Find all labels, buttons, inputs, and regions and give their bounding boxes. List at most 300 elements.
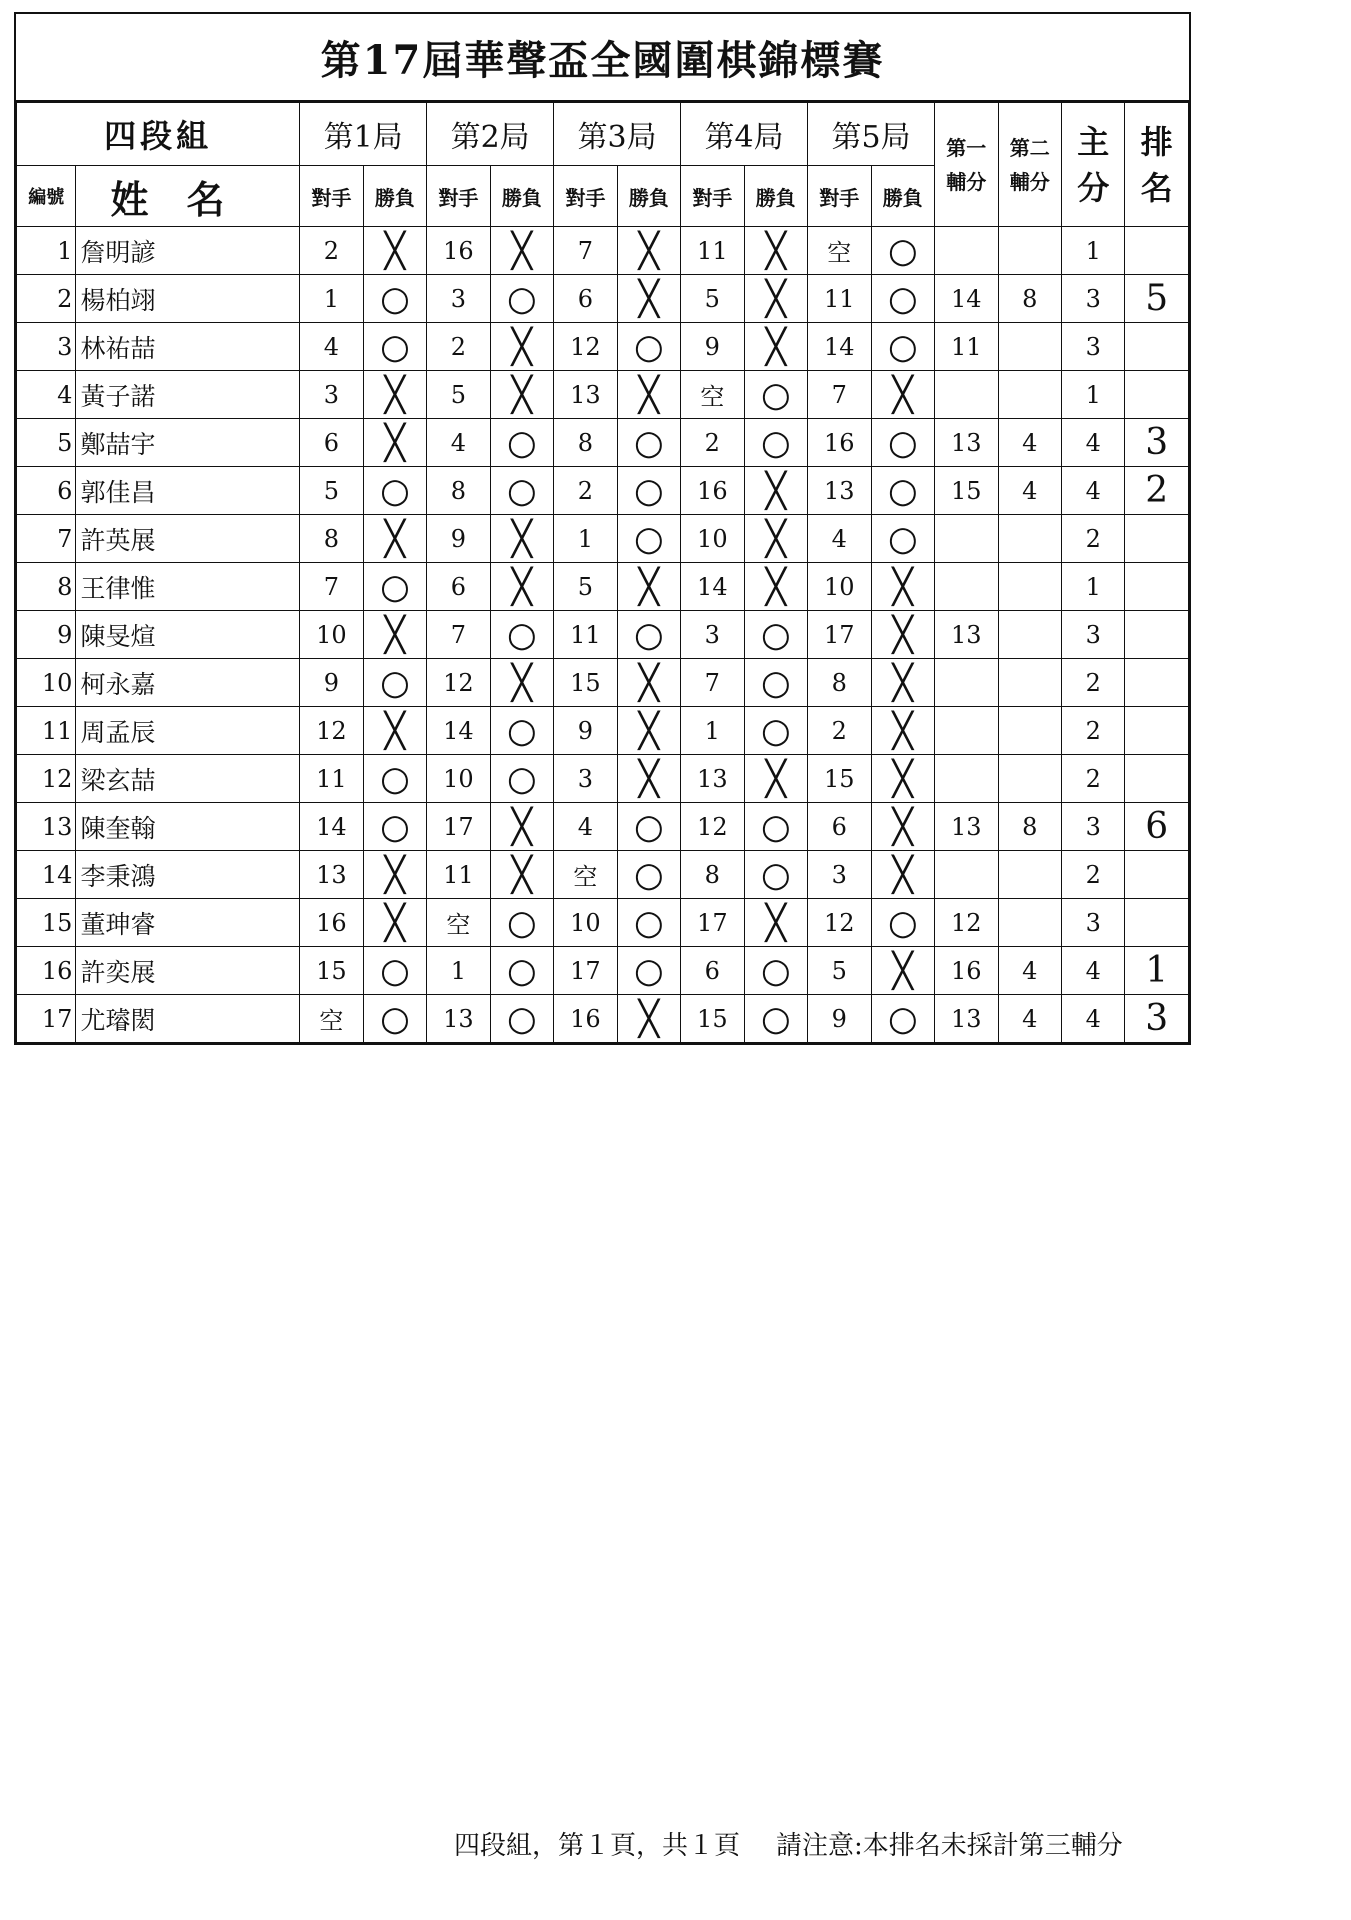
aux2-cell [998, 611, 1061, 659]
main-score-header-line1: 主 [1077, 122, 1110, 161]
opponent-cell: 4 [554, 803, 617, 851]
rank-header-line1: 排 [1140, 122, 1173, 161]
result-cell: ╳ [744, 899, 807, 947]
opponent-cell: 11 [681, 227, 744, 275]
aux2-cell: 4 [998, 995, 1061, 1043]
opponent-cell: 空 [554, 851, 617, 899]
opponent-cell: 5 [808, 947, 871, 995]
main-score-cell: 1 [1061, 227, 1124, 275]
aux1-header-line2: 輔分 [946, 169, 987, 194]
result-cell: ○ [490, 947, 553, 995]
result-cell: ○ [490, 275, 553, 323]
aux1-cell [935, 371, 998, 419]
result-cell: ╳ [363, 419, 426, 467]
opponent-cell: 5 [427, 371, 490, 419]
result-cell: ○ [617, 899, 680, 947]
main-score-cell: 1 [1061, 371, 1124, 419]
table-row [17, 419, 1189, 467]
player-name: 董珅睿 [76, 899, 300, 947]
result-cell: ╳ [871, 611, 934, 659]
result-cell: ○ [490, 419, 553, 467]
opponent-cell: 8 [681, 851, 744, 899]
result-cell: ○ [871, 419, 934, 467]
aux1-cell: 13 [935, 611, 998, 659]
result-header: 勝負 [871, 166, 934, 227]
aux2-cell: 8 [998, 275, 1061, 323]
table-row [17, 995, 1189, 1043]
aux2-header [998, 103, 1061, 227]
result-cell: ╳ [490, 371, 553, 419]
player-name: 許奕展 [76, 947, 300, 995]
result-cell: ○ [744, 659, 807, 707]
opponent-header: 對手 [300, 166, 363, 227]
result-cell: ○ [871, 515, 934, 563]
aux1-cell: 11 [935, 323, 998, 371]
player-number: 1 [17, 227, 76, 275]
opponent-cell: 16 [808, 419, 871, 467]
opponent-cell: 15 [808, 755, 871, 803]
opponent-cell: 14 [681, 563, 744, 611]
result-cell: ╳ [617, 563, 680, 611]
result-cell: ○ [617, 323, 680, 371]
player-number: 2 [17, 275, 76, 323]
aux2-cell [998, 707, 1061, 755]
opponent-cell: 11 [427, 851, 490, 899]
main-score-cell: 1 [1061, 563, 1124, 611]
number-header: 編號 [17, 166, 76, 227]
opponent-cell: 10 [427, 755, 490, 803]
aux2-header-line2: 輔分 [1009, 169, 1050, 194]
main-score-cell: 2 [1061, 659, 1124, 707]
result-cell: ╳ [363, 611, 426, 659]
result-cell: ╳ [744, 227, 807, 275]
player-rows [17, 227, 1189, 1043]
aux1-cell [935, 227, 998, 275]
opponent-cell: 5 [681, 275, 744, 323]
result-cell: ╳ [744, 515, 807, 563]
opponent-cell: 13 [808, 467, 871, 515]
opponent-cell: 15 [300, 947, 363, 995]
opponent-cell: 1 [681, 707, 744, 755]
table-row [17, 371, 1189, 419]
result-cell: ○ [617, 851, 680, 899]
result-cell: ○ [617, 947, 680, 995]
opponent-cell: 9 [808, 995, 871, 1043]
main-score-cell: 2 [1061, 515, 1124, 563]
rank-cell [1125, 323, 1189, 371]
opponent-cell: 12 [554, 323, 617, 371]
main-score-cell: 4 [1061, 419, 1124, 467]
opponent-header: 對手 [681, 166, 744, 227]
opponent-cell: 13 [427, 995, 490, 1043]
round-2-header: 第2局 [427, 103, 554, 166]
result-cell: ○ [617, 611, 680, 659]
opponent-cell: 14 [427, 707, 490, 755]
player-name: 郭佳昌 [76, 467, 300, 515]
table-row [17, 227, 1189, 275]
result-cell: ○ [490, 707, 553, 755]
opponent-cell: 12 [681, 803, 744, 851]
opponent-cell: 3 [427, 275, 490, 323]
aux2-cell [998, 323, 1061, 371]
opponent-cell: 空 [427, 899, 490, 947]
opponent-cell: 17 [808, 611, 871, 659]
result-cell: ╳ [490, 323, 553, 371]
opponent-cell: 12 [808, 899, 871, 947]
opponent-cell: 9 [300, 659, 363, 707]
player-name: 陳旻煊 [76, 611, 300, 659]
aux1-cell [935, 707, 998, 755]
main-score-cell: 3 [1061, 803, 1124, 851]
rank-header-line2: 名 [1140, 168, 1173, 207]
opponent-cell: 空 [681, 371, 744, 419]
player-number: 10 [17, 659, 76, 707]
opponent-cell: 空 [300, 995, 363, 1043]
result-cell: ○ [490, 611, 553, 659]
result-header: 勝負 [617, 166, 680, 227]
opponent-cell: 8 [554, 419, 617, 467]
opponent-cell: 14 [808, 323, 871, 371]
page-info: 四段組，第１頁，共１頁 [454, 1831, 741, 1861]
result-cell: ╳ [617, 659, 680, 707]
opponent-cell: 9 [427, 515, 490, 563]
name-header: 姓 名 [76, 166, 300, 227]
aux2-cell: 4 [998, 419, 1061, 467]
aux2-cell [998, 899, 1061, 947]
opponent-cell: 1 [300, 275, 363, 323]
opponent-cell: 17 [427, 803, 490, 851]
opponent-cell: 8 [808, 659, 871, 707]
rank-cell [1125, 371, 1189, 419]
main-score-cell: 3 [1061, 611, 1124, 659]
aux1-header-line1: 第一 [946, 135, 987, 160]
result-cell: ╳ [490, 851, 553, 899]
round-4-header: 第4局 [681, 103, 808, 166]
player-name: 詹明諺 [76, 227, 300, 275]
result-cell: ╳ [363, 899, 426, 947]
result-header: 勝負 [490, 166, 553, 227]
table-row [17, 467, 1189, 515]
table-row [17, 515, 1189, 563]
table-row [17, 755, 1189, 803]
player-name: 陳奎翰 [76, 803, 300, 851]
result-cell: ○ [871, 995, 934, 1043]
opponent-cell: 2 [427, 323, 490, 371]
result-cell: ╳ [617, 707, 680, 755]
result-cell: ○ [363, 803, 426, 851]
player-name: 黃子諾 [76, 371, 300, 419]
opponent-cell: 11 [554, 611, 617, 659]
player-name: 尤璿閎 [76, 995, 300, 1043]
main-score-cell: 3 [1061, 323, 1124, 371]
player-number: 5 [17, 419, 76, 467]
aux1-cell: 15 [935, 467, 998, 515]
main-score-cell: 4 [1061, 467, 1124, 515]
rank-cell [1125, 611, 1189, 659]
results-sheet [14, 12, 1191, 1045]
opponent-cell: 16 [554, 995, 617, 1043]
player-number: 6 [17, 467, 76, 515]
player-number: 7 [17, 515, 76, 563]
opponent-cell: 10 [300, 611, 363, 659]
result-cell: ╳ [871, 563, 934, 611]
main-score-cell: 3 [1061, 899, 1124, 947]
aux2-cell [998, 755, 1061, 803]
result-cell: ╳ [490, 803, 553, 851]
opponent-cell: 7 [808, 371, 871, 419]
main-score-cell: 2 [1061, 851, 1124, 899]
opponent-cell: 9 [554, 707, 617, 755]
result-cell: ○ [617, 515, 680, 563]
opponent-cell: 空 [808, 227, 871, 275]
aux1-cell [935, 659, 998, 707]
player-name: 周孟辰 [76, 707, 300, 755]
aux2-cell: 4 [998, 467, 1061, 515]
rank-cell: 3 [1125, 419, 1189, 467]
player-name: 李秉鴻 [76, 851, 300, 899]
result-cell: ╳ [490, 227, 553, 275]
result-cell: ╳ [363, 851, 426, 899]
rank-cell [1125, 515, 1189, 563]
table-row [17, 899, 1189, 947]
opponent-cell: 13 [300, 851, 363, 899]
result-cell: ○ [744, 419, 807, 467]
rank-cell [1125, 227, 1189, 275]
rank-cell [1125, 563, 1189, 611]
opponent-header: 對手 [554, 166, 617, 227]
result-cell: ╳ [363, 707, 426, 755]
opponent-cell: 6 [808, 803, 871, 851]
result-cell: ○ [744, 371, 807, 419]
opponent-cell: 6 [427, 563, 490, 611]
page-title: 第17屆華聲盃全國圍棋錦標賽 [16, 14, 1189, 102]
opponent-header: 對手 [427, 166, 490, 227]
page-footer [454, 1825, 1159, 1862]
result-cell: ╳ [744, 563, 807, 611]
player-number: 12 [17, 755, 76, 803]
opponent-cell: 6 [300, 419, 363, 467]
opponent-cell: 15 [681, 995, 744, 1043]
player-name: 許英展 [76, 515, 300, 563]
opponent-cell: 3 [554, 755, 617, 803]
aux1-cell: 14 [935, 275, 998, 323]
table-row [17, 851, 1189, 899]
rank-cell [1125, 755, 1189, 803]
player-number: 4 [17, 371, 76, 419]
result-cell: ○ [617, 803, 680, 851]
aux1-cell: 13 [935, 803, 998, 851]
table-row [17, 947, 1189, 995]
opponent-cell: 11 [300, 755, 363, 803]
aux1-header [935, 103, 998, 227]
opponent-cell: 13 [554, 371, 617, 419]
result-cell: ○ [363, 947, 426, 995]
opponent-cell: 4 [427, 419, 490, 467]
result-cell: ○ [744, 803, 807, 851]
main-score-header [1061, 103, 1124, 227]
aux2-cell [998, 563, 1061, 611]
result-cell: ╳ [617, 995, 680, 1043]
opponent-cell: 4 [808, 515, 871, 563]
result-cell: ╳ [363, 515, 426, 563]
aux2-cell: 8 [998, 803, 1061, 851]
header-row-rounds [17, 103, 1189, 166]
round-3-header: 第3局 [554, 103, 681, 166]
table-row [17, 611, 1189, 659]
table-row [17, 707, 1189, 755]
result-cell: ○ [490, 995, 553, 1043]
opponent-cell: 16 [427, 227, 490, 275]
opponent-cell: 17 [554, 947, 617, 995]
result-cell: ╳ [363, 371, 426, 419]
result-cell: ○ [871, 467, 934, 515]
result-cell: ╳ [744, 467, 807, 515]
player-number: 13 [17, 803, 76, 851]
opponent-cell: 7 [554, 227, 617, 275]
opponent-cell: 15 [554, 659, 617, 707]
opponent-cell: 1 [554, 515, 617, 563]
result-cell: ○ [363, 323, 426, 371]
result-cell: ╳ [871, 803, 934, 851]
aux2-cell [998, 371, 1061, 419]
main-score-cell: 2 [1061, 755, 1124, 803]
result-cell: ╳ [490, 659, 553, 707]
player-name: 林祐喆 [76, 323, 300, 371]
result-cell: ○ [363, 563, 426, 611]
round-1-header: 第1局 [300, 103, 427, 166]
opponent-cell: 13 [681, 755, 744, 803]
main-score-cell: 4 [1061, 947, 1124, 995]
opponent-header: 對手 [808, 166, 871, 227]
result-header: 勝負 [363, 166, 426, 227]
opponent-cell: 12 [300, 707, 363, 755]
player-name: 柯永嘉 [76, 659, 300, 707]
opponent-cell: 2 [808, 707, 871, 755]
result-cell: ╳ [744, 755, 807, 803]
aux1-cell [935, 563, 998, 611]
opponent-cell: 5 [554, 563, 617, 611]
result-cell: ╳ [490, 515, 553, 563]
opponent-cell: 2 [681, 419, 744, 467]
table-row [17, 275, 1189, 323]
result-cell: ○ [871, 323, 934, 371]
opponent-cell: 12 [427, 659, 490, 707]
results-table [16, 102, 1189, 1043]
aux2-header-line1: 第二 [1009, 135, 1050, 160]
result-cell: ○ [490, 899, 553, 947]
player-number: 8 [17, 563, 76, 611]
opponent-cell: 17 [681, 899, 744, 947]
rank-cell: 2 [1125, 467, 1189, 515]
main-score-cell: 2 [1061, 707, 1124, 755]
opponent-cell: 3 [808, 851, 871, 899]
rank-cell: 1 [1125, 947, 1189, 995]
footer-note: 請注意:本排名未採計第三輔分 [776, 1831, 1123, 1861]
opponent-cell: 2 [554, 467, 617, 515]
player-name: 鄭喆宇 [76, 419, 300, 467]
aux1-cell: 12 [935, 899, 998, 947]
result-cell: ○ [744, 995, 807, 1043]
aux1-cell: 13 [935, 995, 998, 1043]
aux2-cell: 4 [998, 947, 1061, 995]
aux2-cell [998, 851, 1061, 899]
opponent-cell: 4 [300, 323, 363, 371]
opponent-cell: 6 [681, 947, 744, 995]
result-cell: ○ [363, 755, 426, 803]
main-score-cell: 3 [1061, 275, 1124, 323]
rank-cell: 5 [1125, 275, 1189, 323]
opponent-cell: 3 [300, 371, 363, 419]
result-cell: ╳ [363, 227, 426, 275]
player-number: 17 [17, 995, 76, 1043]
result-cell: ○ [871, 227, 934, 275]
opponent-cell: 14 [300, 803, 363, 851]
rank-header [1125, 103, 1189, 227]
result-cell: ○ [363, 275, 426, 323]
result-cell: ○ [871, 275, 934, 323]
result-cell: ○ [617, 419, 680, 467]
player-name: 楊柏翊 [76, 275, 300, 323]
result-cell: ╳ [490, 563, 553, 611]
player-number: 9 [17, 611, 76, 659]
opponent-cell: 3 [681, 611, 744, 659]
opponent-cell: 16 [681, 467, 744, 515]
rank-cell [1125, 707, 1189, 755]
main-score-header-line2: 分 [1077, 168, 1110, 207]
player-name: 王律惟 [76, 563, 300, 611]
result-cell: ○ [490, 755, 553, 803]
opponent-cell: 8 [300, 515, 363, 563]
player-number: 11 [17, 707, 76, 755]
aux2-cell [998, 659, 1061, 707]
round-5-header: 第5局 [808, 103, 935, 166]
table-row [17, 659, 1189, 707]
result-cell: ╳ [744, 275, 807, 323]
opponent-cell: 6 [554, 275, 617, 323]
result-header: 勝負 [744, 166, 807, 227]
result-cell: ╳ [871, 371, 934, 419]
opponent-cell: 1 [427, 947, 490, 995]
rank-cell [1125, 899, 1189, 947]
result-cell: ○ [744, 851, 807, 899]
main-score-cell: 4 [1061, 995, 1124, 1043]
opponent-cell: 10 [808, 563, 871, 611]
player-number: 14 [17, 851, 76, 899]
aux1-cell [935, 851, 998, 899]
result-cell: ○ [617, 467, 680, 515]
rank-cell: 6 [1125, 803, 1189, 851]
result-cell: ╳ [617, 371, 680, 419]
result-cell: ╳ [617, 275, 680, 323]
opponent-cell: 7 [681, 659, 744, 707]
player-number: 3 [17, 323, 76, 371]
result-cell: ╳ [871, 755, 934, 803]
result-cell: ╳ [871, 659, 934, 707]
opponent-cell: 7 [427, 611, 490, 659]
table-row [17, 563, 1189, 611]
table-row [17, 803, 1189, 851]
opponent-cell: 9 [681, 323, 744, 371]
result-cell: ○ [363, 995, 426, 1043]
player-number: 15 [17, 899, 76, 947]
result-cell: ╳ [617, 227, 680, 275]
rank-cell: 3 [1125, 995, 1189, 1043]
opponent-cell: 8 [427, 467, 490, 515]
result-cell: ╳ [871, 947, 934, 995]
result-cell: ○ [871, 899, 934, 947]
aux1-cell [935, 755, 998, 803]
result-cell: ╳ [744, 323, 807, 371]
